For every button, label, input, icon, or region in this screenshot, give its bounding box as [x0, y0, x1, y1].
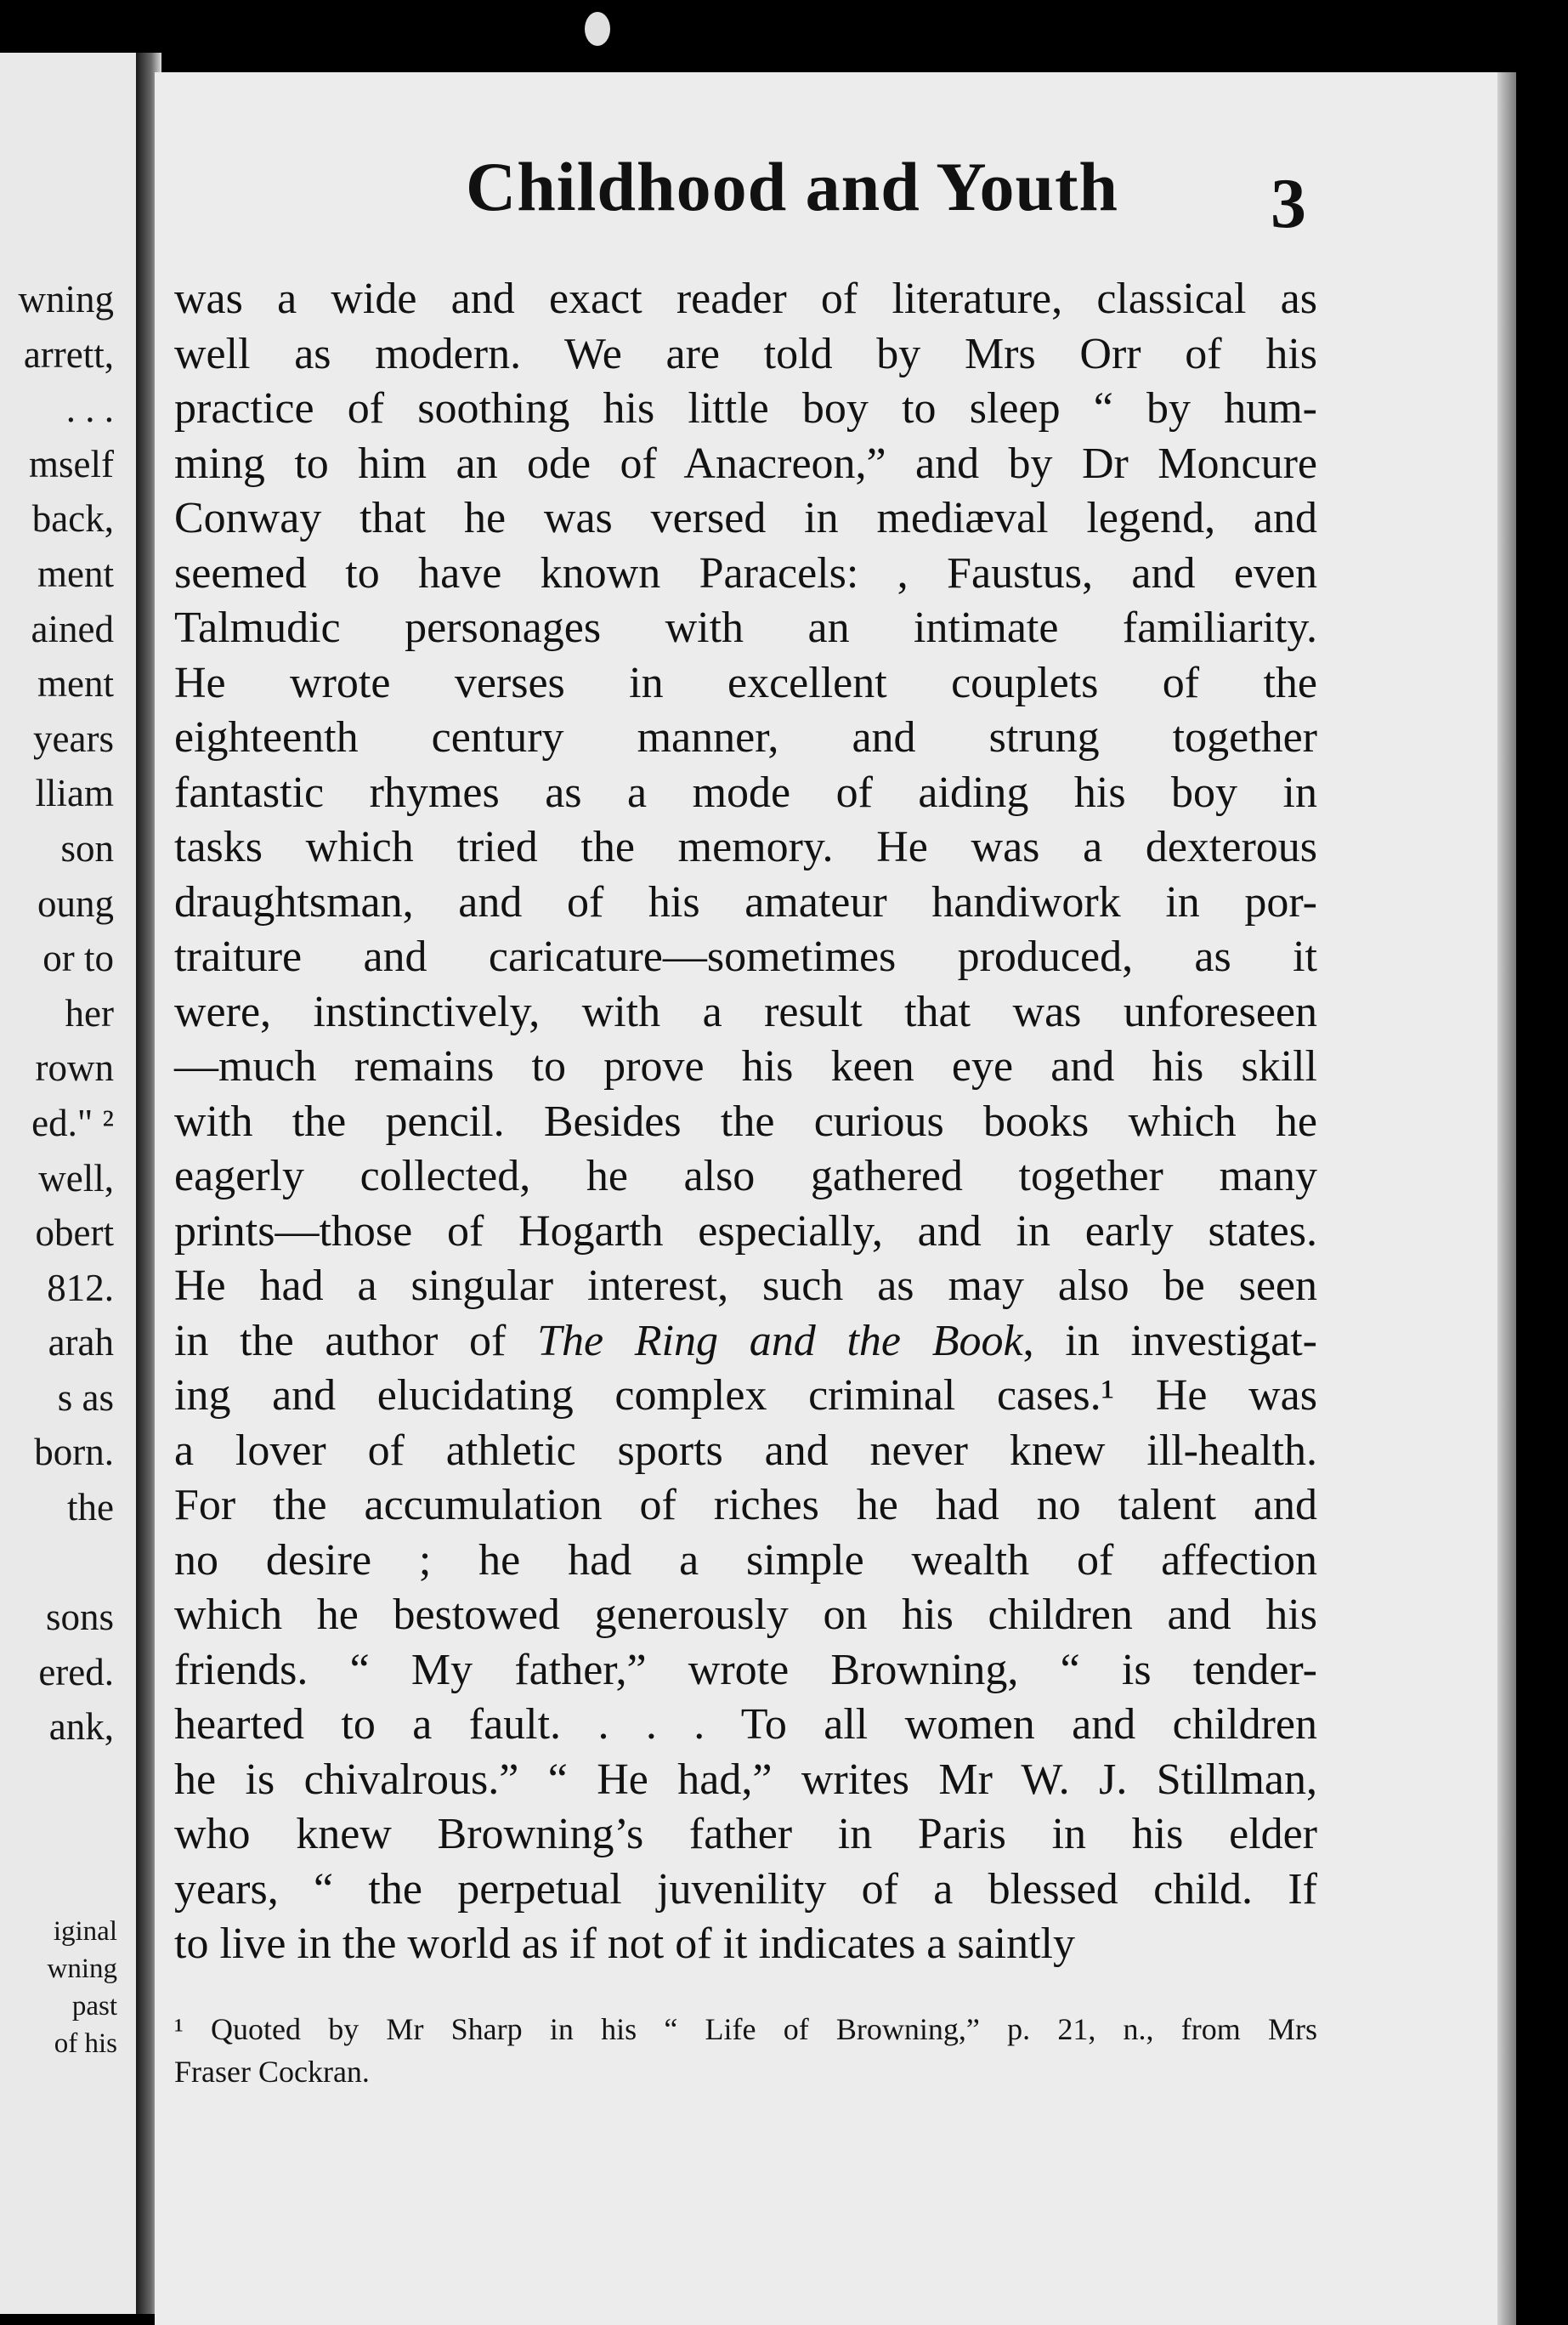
- left-page-text: [0, 272, 114, 1755]
- scan-speck: [585, 12, 610, 46]
- left-page-line: arrett,: [23, 332, 114, 376]
- footnote: [174, 2008, 1317, 2093]
- body-line: fantastic rhymes as a mode of aiding his boy in: [174, 768, 1317, 817]
- body-line: He had a singular interest, such as may also be seen: [174, 1262, 1317, 1310]
- left-page-line: or to: [42, 937, 114, 980]
- body-line: ing and elucidating complex criminal cases.¹ He was: [174, 1371, 1317, 1420]
- body-line: eighteenth century manner, and strung together: [174, 713, 1317, 762]
- body-line: prints—those of Hogarth especially, and in early states.: [174, 1206, 1317, 1256]
- left-page-line: . . .: [65, 388, 114, 431]
- left-page-line: son: [60, 826, 114, 870]
- left-page-line: ment: [37, 662, 114, 706]
- body-line: —much remains to prove his keen eye and his skill: [174, 1042, 1317, 1091]
- left-page-line: back,: [31, 497, 114, 541]
- page-edge: [1497, 72, 1516, 2325]
- left-page-note-line: iginal: [53, 1916, 117, 1947]
- left-page-note-line: wning: [47, 1954, 117, 1984]
- body-line: no desire ; he had a simple wealth of affection: [174, 1535, 1317, 1585]
- body-line: well as modern. We are told by Mrs Orr of his: [174, 329, 1317, 378]
- left-page-line: sons: [45, 1596, 114, 1639]
- body-line: years, “ the perpetual juvenility of a blessed child. If: [174, 1864, 1317, 1914]
- body-line: who knew Browning’s father in Paris in his elder: [174, 1810, 1317, 1858]
- body-line: tasks which tried the memory. He was a dexterous: [174, 823, 1317, 871]
- body-line: traiture and caricature—sometimes produced, as it: [174, 933, 1317, 981]
- body-line: were, instinctively, with a result that was unforeseen: [174, 987, 1317, 1036]
- left-page-line: lliam: [35, 772, 114, 815]
- left-page-line: mself: [29, 442, 114, 485]
- body-line: practice of soothing his little boy to sleep “ by hum-: [174, 384, 1317, 433]
- left-page-line: well,: [38, 1156, 114, 1199]
- left-page-line: [0, 1535, 114, 1591]
- left-page-line: ment: [37, 552, 114, 595]
- body-line: draughtsman, and of his amateur handiwork in por-: [174, 877, 1317, 927]
- left-page-line: 812.: [47, 1266, 114, 1309]
- body-line: Talmudic personages with an intimate familiarity.: [174, 604, 1317, 652]
- left-page-line: her: [65, 991, 114, 1035]
- left-page-note-line: of his: [54, 2028, 117, 2059]
- left-page-footnote: [0, 1913, 117, 2062]
- body-line: Conway that he was versed in mediæval legend, and: [174, 494, 1317, 542]
- left-page-line: ed." ²: [31, 1101, 114, 1144]
- book-title: The Ring and the Book: [537, 1316, 1023, 1365]
- body-line: which he bestowed generously on his children and his: [174, 1591, 1317, 1639]
- left-page-line: rown: [35, 1046, 114, 1090]
- left-page-line: arah: [48, 1321, 114, 1364]
- left-page-fragment: [0, 53, 143, 2314]
- left-page-line: s as: [57, 1375, 114, 1419]
- left-page-line: ank,: [48, 1705, 114, 1749]
- left-page-line: born.: [34, 1431, 114, 1474]
- left-page-line: oung: [37, 882, 114, 925]
- left-page-line: ained: [31, 607, 114, 650]
- footnote-line: ¹ Quoted by Mr Sharp in his “ Life of Browning,” p. 21, n., from Mrs: [174, 2012, 1317, 2046]
- body-line: he is chivalrous.” “ He had,” writes Mr W. J. Stillman,: [174, 1755, 1317, 1804]
- body-line: ming to him an ode of Anacreon,” and by Dr Moncure: [174, 439, 1317, 488]
- body-line: eagerly collected, he also gathered together many: [174, 1152, 1317, 1200]
- body-line: For the accumulation of riches he had no talent and: [174, 1481, 1317, 1529]
- left-page-line: wning: [18, 278, 114, 320]
- body-line: He wrote verses in excellent couplets of the: [174, 658, 1317, 707]
- body-line: in the author of The Ring and the Book, in investigat-: [174, 1316, 1317, 1365]
- body-line: a lover of athletic sports and never knew ill-health.: [174, 1426, 1317, 1475]
- body-line: to live in the world as if not of it indicates a saintly: [174, 1920, 1076, 1968]
- body-line: was a wide and exact reader of literature, classical as: [174, 275, 1317, 323]
- body-line: with the pencil. Besides the curious books which he: [174, 1097, 1317, 1146]
- body-text: [174, 272, 1317, 1972]
- left-page-line: years: [33, 717, 114, 760]
- body-line: friends. “ My father,” wrote Browning, “ is tender-: [174, 1645, 1317, 1694]
- page-number: 3: [1271, 164, 1306, 243]
- left-page-line: ered.: [38, 1650, 114, 1693]
- running-head: Childhood and Youth: [465, 148, 1118, 225]
- left-page-line: obert: [35, 1211, 114, 1255]
- footnote-line: Fraser Cockran.: [174, 2055, 370, 2089]
- left-page-note-line: past: [71, 1991, 117, 2022]
- left-page-line: the: [67, 1486, 114, 1529]
- body-line: hearted to a fault. . . . To all women and children: [174, 1700, 1317, 1749]
- body-line: seemed to have known Paracels: , Faustus, and even: [174, 548, 1317, 598]
